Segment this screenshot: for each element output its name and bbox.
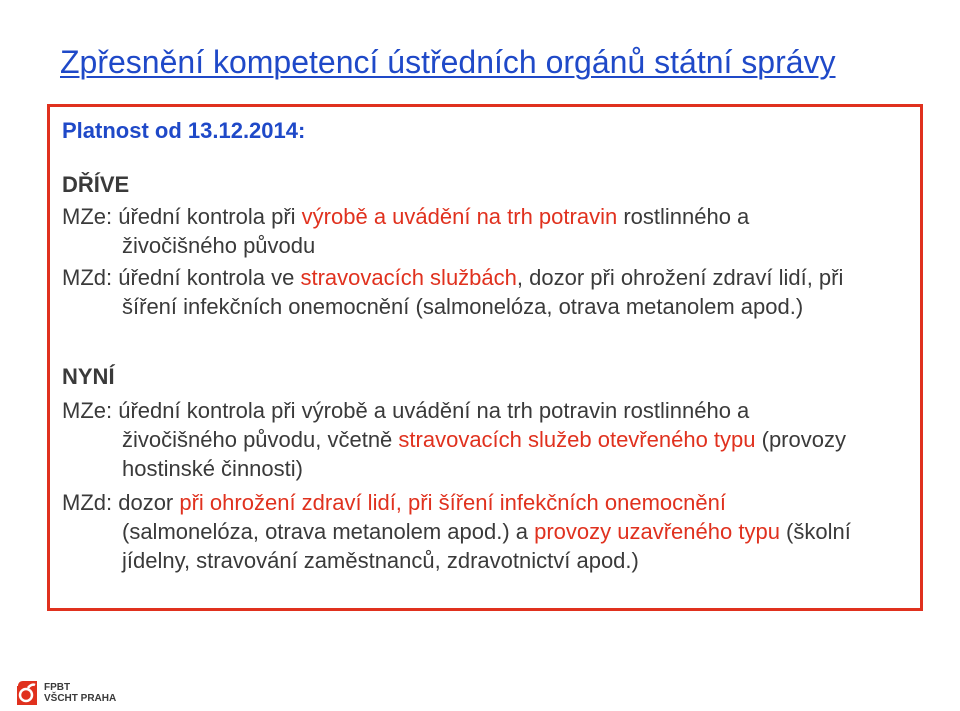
now-mze-line2-suffix: (provozy: [755, 427, 846, 452]
page-title: Zpřesnění kompetencí ústředních orgánů státní správy: [60, 44, 836, 80]
now-mzd-line1-prefix: MZd: dozor: [62, 490, 180, 515]
now-mzd-line3: jídelny, stravování zaměstnanců, zdravotnictví apod.): [122, 548, 639, 573]
before-mzd-prefix: MZd: úřední kontrola ve: [62, 265, 301, 290]
before-mzd-highlight: stravovacích službách: [300, 265, 517, 290]
now-mze-line2-highlight: stravovacích služeb otevřeného typu: [398, 427, 756, 452]
now-mze-line3: hostinské činnosti): [122, 456, 303, 481]
now-mze-line2-prefix: živočišného původu, včetně: [122, 427, 399, 452]
before-mze-entry: [62, 202, 749, 260]
now-mzd-entry: [62, 488, 851, 575]
fpbt-logo: [14, 679, 116, 707]
now-mzd-line1-highlight: při ohrožení zdraví lidí, při šíření infekčních onemocnění: [179, 490, 726, 515]
logo-line1: FPBT: [44, 682, 71, 693]
now-mze-entry: [62, 396, 846, 483]
now-heading: NYNÍ: [62, 364, 115, 389]
before-heading: DŘÍVE: [62, 172, 130, 197]
fpbt-logo-icon: [14, 679, 40, 707]
before-mzd-line2: šíření infekčních onemocnění (salmonelóza, otrava metanolem apod.): [122, 294, 804, 319]
now-mzd-line2-prefix: (salmonelóza, otrava metanolem apod.) a: [122, 519, 535, 544]
before-mze-prefix: MZe: úřední kontrola při: [62, 204, 302, 229]
now-mze-line1: MZe: úřední kontrola při výrobě a uvádění na trh potravin rostlinného a: [62, 398, 750, 423]
before-mze-line2: živočišného původu: [122, 233, 316, 258]
before-mzd-entry: [62, 263, 843, 321]
before-mzd-suffix: , dozor při ohrožení zdraví lidí, při: [516, 265, 844, 290]
before-mze-highlight: výrobě a uvádění na trh potravin: [301, 204, 618, 229]
before-mze-suffix: rostlinného a: [617, 204, 750, 229]
validity-date: Platnost od 13.12.2014:: [62, 118, 306, 143]
now-mzd-line2-suffix: (školní: [779, 519, 851, 544]
logo-line2: VŠCHT PRAHA: [44, 693, 117, 704]
logo-text: [44, 682, 116, 704]
now-mzd-line2-highlight: provozy uzavřeného typu: [534, 519, 780, 544]
